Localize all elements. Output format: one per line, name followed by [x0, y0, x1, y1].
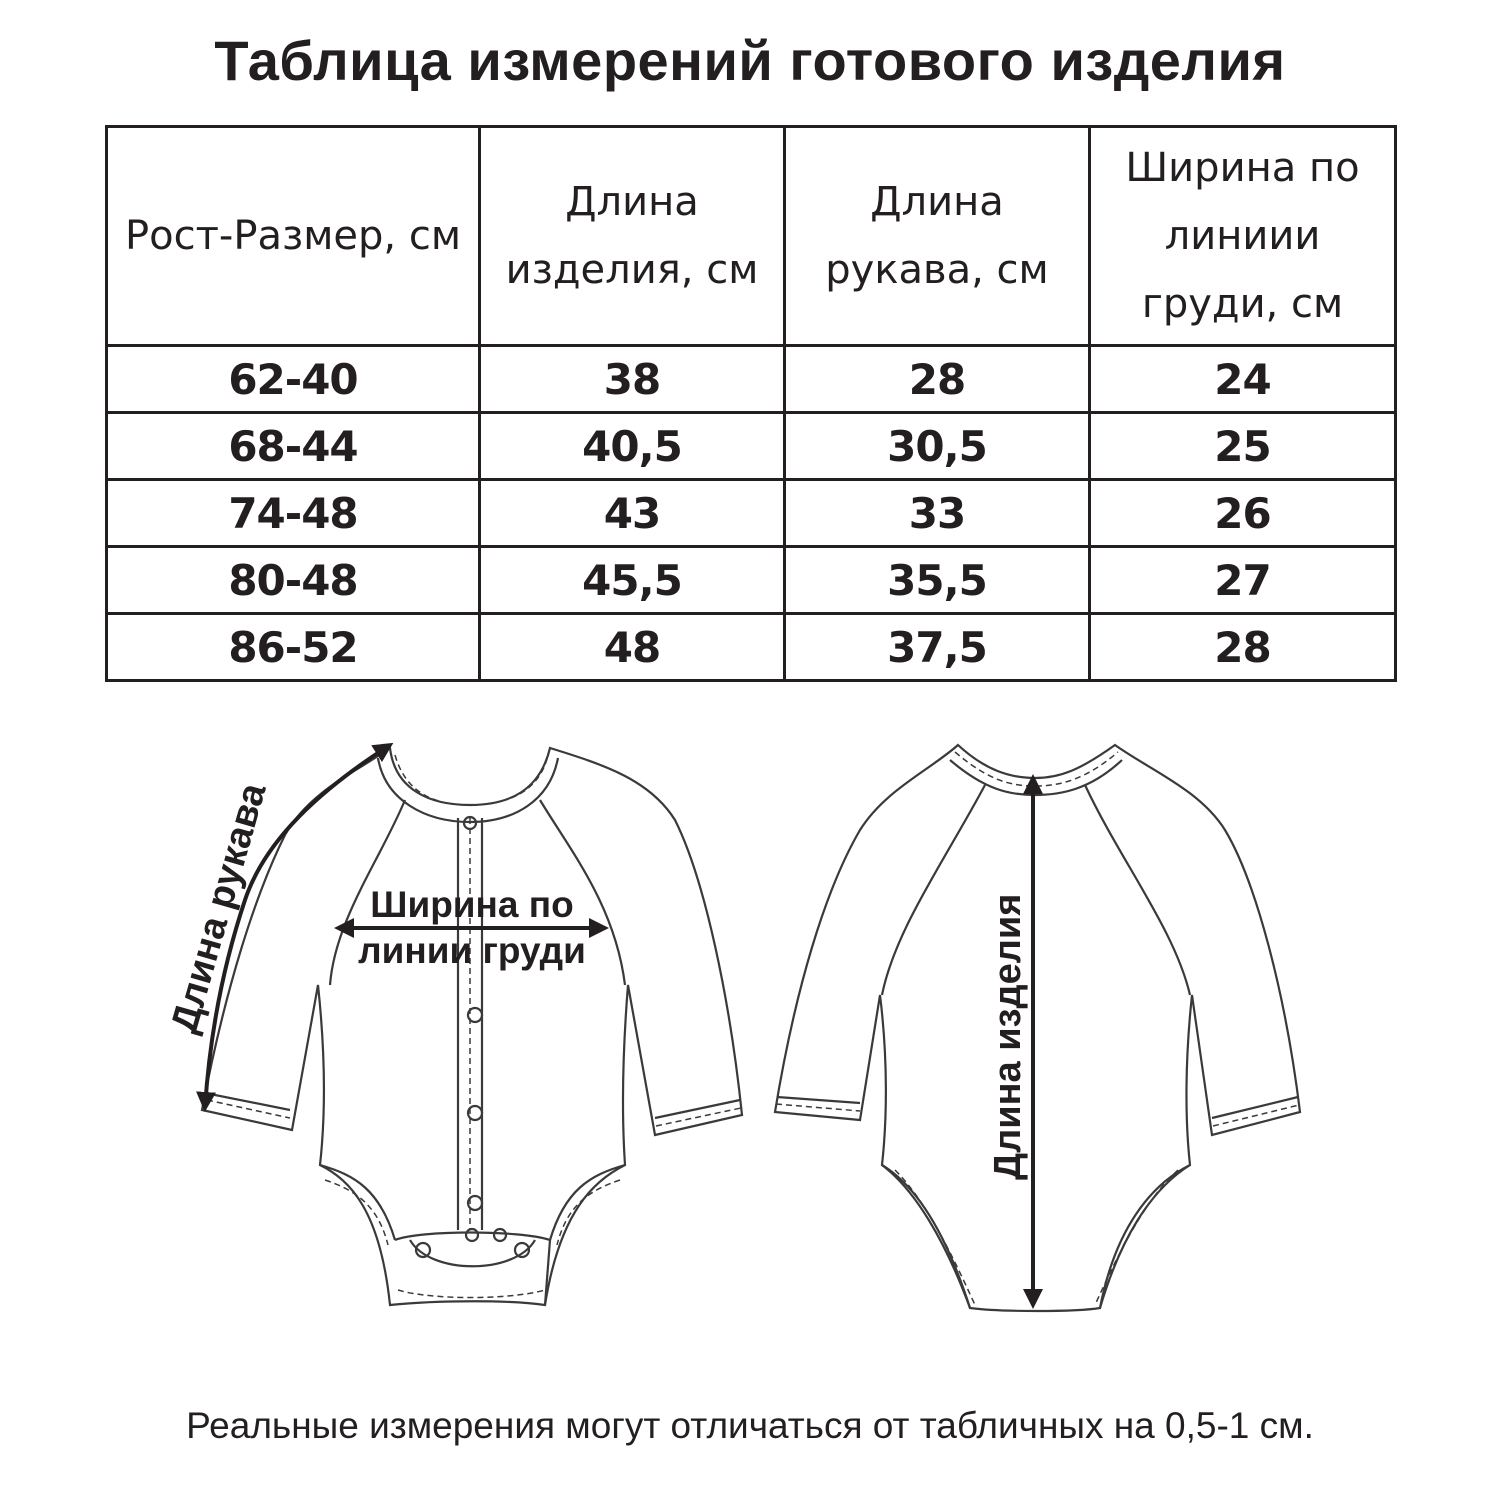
- cell-size: 74-48: [107, 480, 480, 547]
- cell-chest: 25: [1090, 413, 1396, 480]
- bodysuit-back-icon: [775, 745, 1300, 1311]
- sleeve-length-label: Длина рукава: [163, 778, 275, 1038]
- bodysuit-diagram: [0, 700, 1500, 1400]
- cell-sleeve: 37,5: [785, 614, 1090, 681]
- cell-length: 45,5: [480, 547, 785, 614]
- table-header-row: [107, 127, 1396, 346]
- cell-length: 43: [480, 480, 785, 547]
- header-chest-width: Ширина по линиии груди, см: [1090, 127, 1396, 346]
- cell-chest: 28: [1090, 614, 1396, 681]
- table-row: [107, 547, 1396, 614]
- cell-chest: 27: [1090, 547, 1396, 614]
- header-height-size: Рост-Размер, см: [107, 127, 480, 346]
- table-row: [107, 413, 1396, 480]
- cell-size: 62-40: [107, 346, 480, 413]
- size-table: [105, 125, 1397, 682]
- cell-length: 40,5: [480, 413, 785, 480]
- cell-size: 80-48: [107, 547, 480, 614]
- chest-width-label-line1: Ширина по: [370, 884, 574, 925]
- cell-sleeve: 35,5: [785, 547, 1090, 614]
- cell-sleeve: 33: [785, 480, 1090, 547]
- cell-length: 38: [480, 346, 785, 413]
- page-title: Таблица измерений готового изделия: [214, 29, 1286, 92]
- product-length-label: Длина изделия: [987, 893, 1029, 1180]
- cell-sleeve: 28: [785, 346, 1090, 413]
- footer-note: Реальные измерения могут отличаться от табличных на 0,5-1 см.: [186, 1405, 1314, 1446]
- table-row: [107, 480, 1396, 547]
- header-product-length: Длина изделия, см: [480, 127, 785, 346]
- cell-size: 86-52: [107, 614, 480, 681]
- cell-chest: 26: [1090, 480, 1396, 547]
- cell-sleeve: 30,5: [785, 413, 1090, 480]
- chest-width-label-line2: линии груди: [358, 930, 586, 971]
- cell-chest: 24: [1090, 346, 1396, 413]
- table-row: [107, 614, 1396, 681]
- cell-size: 68-44: [107, 413, 480, 480]
- header-sleeve-length: Длина рукава, см: [785, 127, 1090, 346]
- table-row: [107, 346, 1396, 413]
- cell-length: 48: [480, 614, 785, 681]
